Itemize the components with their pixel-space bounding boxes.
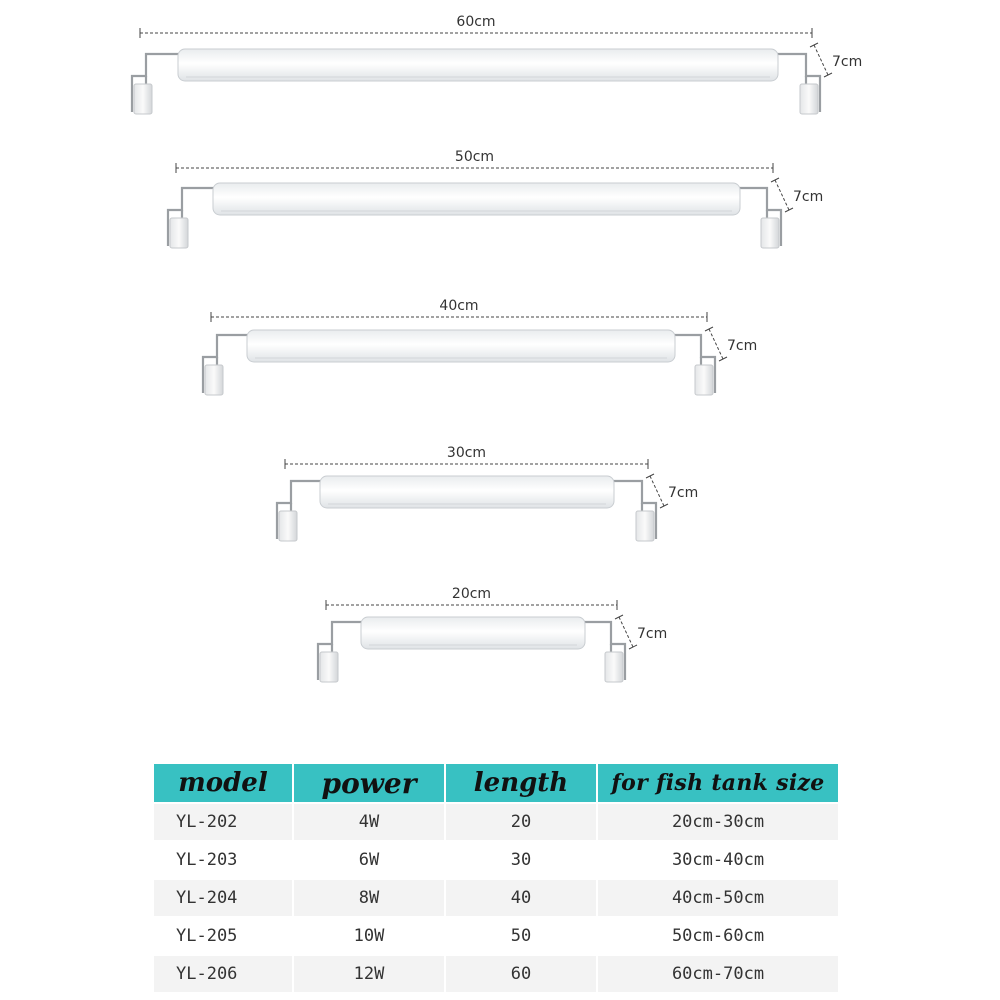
cell-size: 30cm-40cm — [598, 842, 838, 878]
cell-power: 6W — [294, 842, 444, 878]
header-model: model — [154, 764, 292, 802]
table-row — [154, 880, 838, 916]
lamp-20cm — [318, 586, 667, 682]
length-label: 20cm — [451, 586, 492, 602]
clip-right — [636, 511, 654, 541]
length-label: 50cm — [454, 149, 495, 165]
height-dimension-line — [814, 45, 828, 75]
cell-model: YL-203 — [154, 842, 292, 878]
clip-right — [695, 365, 713, 395]
dimension-tick — [705, 327, 713, 331]
table-row — [154, 918, 838, 954]
lamp-40cm — [203, 298, 757, 395]
height-label: 7cm — [668, 485, 699, 501]
cell-power: 12W — [294, 956, 444, 992]
table-header-row — [154, 764, 838, 802]
clip-left — [170, 218, 188, 248]
lamp-body — [320, 476, 614, 508]
dimension-tick — [824, 73, 832, 77]
cell-power: 8W — [294, 880, 444, 916]
cell-model: YL-205 — [154, 918, 292, 954]
clip-right — [605, 652, 623, 682]
lamp-body — [361, 617, 585, 649]
cell-length: 60 — [446, 956, 596, 992]
cell-length: 30 — [446, 842, 596, 878]
table-row — [154, 804, 838, 840]
dimension-tick — [660, 504, 668, 508]
cell-size: 40cm-50cm — [598, 880, 838, 916]
height-dimension-line — [709, 329, 723, 359]
cell-model: YL-202 — [154, 804, 292, 840]
cell-size: 50cm-60cm — [598, 918, 838, 954]
lamp-60cm — [132, 14, 862, 114]
lamp-body — [247, 330, 675, 362]
cell-model: YL-206 — [154, 956, 292, 992]
clip-right — [800, 84, 818, 114]
header-power: power — [294, 764, 444, 802]
height-label: 7cm — [637, 626, 668, 642]
clip-right — [761, 218, 779, 248]
cell-length: 50 — [446, 918, 596, 954]
height-dimension-line — [650, 476, 664, 506]
height-dimension-line — [775, 180, 789, 210]
dimension-tick — [629, 645, 637, 649]
cell-power: 10W — [294, 918, 444, 954]
dimension-tick — [719, 357, 727, 361]
cell-size: 20cm-30cm — [598, 804, 838, 840]
cell-length: 40 — [446, 880, 596, 916]
header-length: length — [446, 764, 596, 802]
height-label: 7cm — [832, 54, 863, 70]
lamp-30cm — [277, 445, 698, 541]
length-label: 30cm — [446, 445, 487, 461]
height-label: 7cm — [727, 338, 758, 354]
length-label: 40cm — [439, 298, 479, 314]
dimension-tick — [646, 474, 654, 478]
lamp-50cm — [168, 149, 823, 248]
clip-left — [205, 365, 223, 395]
lamp-body — [213, 183, 740, 215]
spec-table — [152, 762, 840, 994]
header-size: for fish tank size — [598, 764, 838, 802]
lamp-body — [178, 49, 778, 81]
cell-size: 60cm-70cm — [598, 956, 838, 992]
dimension-tick — [615, 615, 623, 619]
clip-left — [134, 84, 152, 114]
clip-left — [279, 511, 297, 541]
table-row — [154, 956, 838, 992]
cell-length: 20 — [446, 804, 596, 840]
dimension-tick — [785, 208, 793, 212]
clip-left — [320, 652, 338, 682]
table-row — [154, 842, 838, 878]
dimension-tick — [810, 43, 818, 47]
height-label: 7cm — [793, 189, 824, 205]
length-label: 60cm — [456, 14, 496, 30]
cell-power: 4W — [294, 804, 444, 840]
dimension-tick — [771, 178, 779, 182]
height-dimension-line — [619, 617, 633, 647]
cell-model: YL-204 — [154, 880, 292, 916]
